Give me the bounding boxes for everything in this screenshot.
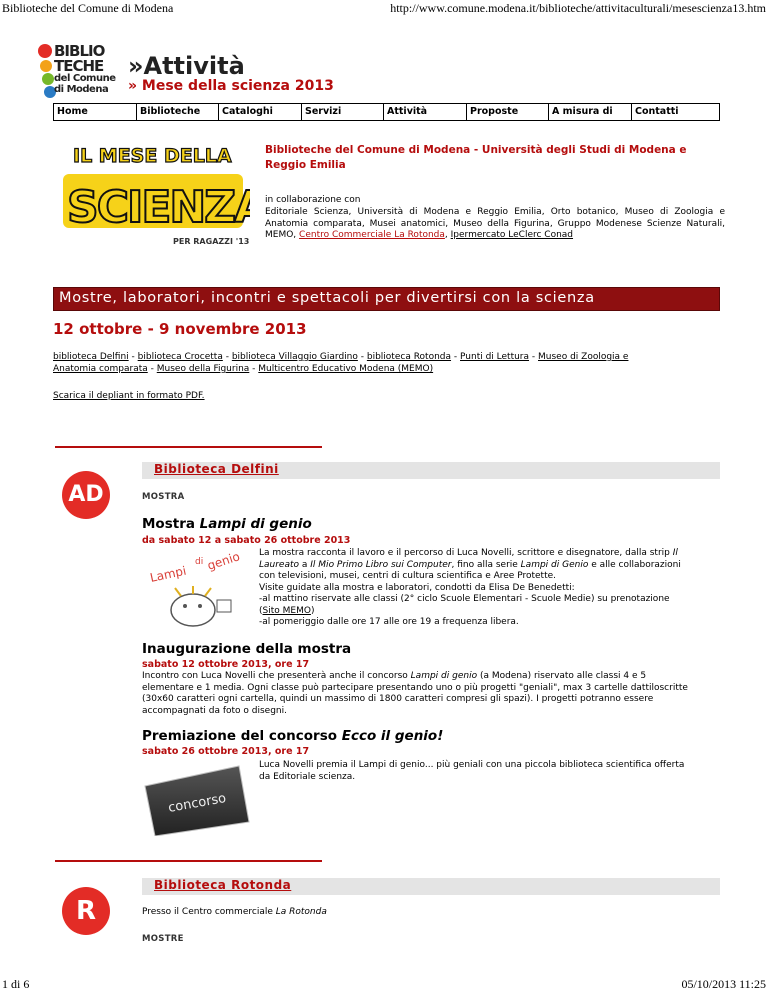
rotonda-location: Presso il Centro commerciale La Rotonda — [142, 907, 327, 917]
page-title: »Attività — [128, 52, 245, 80]
section-title[interactable]: Biblioteca Delfini — [154, 462, 279, 476]
section-rule — [55, 860, 322, 862]
svg-text:Lampi: Lampi — [148, 563, 188, 585]
poster-text: SCIENZA — [67, 182, 250, 233]
banner-text: Mostre, laboratori, incontri e spettacoli per divertirsi con la scienza — [59, 290, 595, 306]
link-punti-lettura[interactable]: Punti di Lettura — [460, 352, 530, 362]
section-rule — [55, 446, 322, 448]
library-links-2: Anatomia comparata - Museo della Figurina - Multicentro Educativo Modena (MEMO) — [53, 364, 434, 374]
intro-org: Biblioteche del Comune di Modena - Università degli Studi di Modena e Reggio Emilia — [265, 144, 687, 171]
nav-servizi[interactable]: Servizi — [302, 104, 384, 120]
intro-collab-text: Editoriale Scienza, Università di Modena e Reggio Emilia, Orto botanico, Museo di Zoologia e Anatomia comparata, Musei anatomici, Museo della Figurina, Gruppo Modenese Scienze Naturali, MEMO, — [265, 207, 725, 240]
section-header-delfini — [142, 462, 720, 479]
poster-text: PER RAGAZZI '13 — [173, 237, 250, 246]
section-label: MOSTRA — [142, 492, 185, 502]
logo-text: TECHE — [54, 57, 104, 75]
link-rotonda[interactable]: biblioteca Rotonda — [366, 352, 452, 362]
event-dates: 12 ottobre - 9 novembre 2013 — [53, 320, 307, 338]
browser-title: Biblioteche del Comune di Modena — [2, 1, 174, 15]
link-delfini[interactable]: biblioteca Delfini — [53, 352, 129, 362]
link-museo-zoologia[interactable]: Museo di Zoologia e — [538, 352, 629, 362]
link-villaggio-giardino[interactable]: biblioteca Villaggio Giardino — [231, 352, 358, 362]
delfini-badge-icon: AD — [62, 471, 110, 519]
page-subtitle: » Mese della scienza 2013 — [128, 78, 334, 94]
biblioteche-logo[interactable] — [38, 42, 128, 102]
intro-collab: Editoriale Scienza, Università di Modena e Reggio Emilia, Orto botanico, Museo di Zoologia e Anatomia comparata, Musei anatomici, Museo della Figurina, Gruppo Modenese Scienze Naturali, MEMO, Centro Commerciale La Rotonda, Ipermercato LeClerc Conad — [265, 207, 725, 240]
logo-text: BIBLIO — [54, 42, 105, 60]
event-title: Mostra Lampi di genio — [142, 516, 312, 532]
section-label: MOSTRE — [142, 934, 184, 944]
library-links: biblioteca Delfini - biblioteca Crocetta - biblioteca Villaggio Giardino - biblioteca Rotonda - Punti di Lettura - Museo di Zoologia e — [53, 352, 629, 362]
rotonda-badge-icon: R — [62, 887, 110, 935]
logo-text: di Modena — [54, 84, 109, 95]
event-date: sabato 26 ottobre 2013, ore 17 — [142, 746, 310, 757]
event-date: da sabato 12 a sabato 26 ottobre 2013 — [142, 535, 351, 546]
nav-home[interactable]: Home — [54, 104, 137, 120]
event-description: Luca Novelli premia il Lampi di genio... più geniali con una piccola biblioteca scientifica offerta da Editoriale scienza. — [259, 760, 685, 782]
svg-text:genio: genio — [205, 549, 242, 573]
nav-attivita[interactable]: Attività — [384, 104, 467, 120]
logo-text: del Comune — [54, 73, 116, 84]
svg-text:di: di — [195, 557, 204, 567]
nav-proposte[interactable]: Proposte — [467, 104, 549, 120]
pdf-link[interactable]: Scarica il depliant in formato PDF. — [53, 391, 205, 401]
link-centro-rotonda[interactable]: Centro Commerciale La Rotonda — [299, 230, 445, 240]
link-ipermercato[interactable]: Ipermercato LeClerc Conad — [450, 230, 574, 240]
poster-text: IL MESE DELLA — [73, 145, 232, 167]
main-nav — [53, 103, 720, 121]
browser-url: http://www.comune.modena.it/biblioteche/attivitaculturali/mesescienza13.htm — [390, 1, 766, 15]
logo-dot-red — [38, 44, 52, 58]
link-sito-memo[interactable]: Sito MEMO — [262, 605, 311, 616]
link-memo[interactable]: Multicentro Educativo Modena (MEMO) — [258, 364, 434, 374]
event-title: Inaugurazione della mostra — [142, 641, 352, 657]
nav-biblioteche[interactable]: Biblioteche — [137, 104, 219, 120]
print-datetime: 05/10/2013 11:25 — [681, 977, 766, 991]
nav-cataloghi[interactable]: Cataloghi — [219, 104, 302, 120]
section-banner — [53, 287, 720, 311]
event-description: Incontro con Luca Novelli che presenterà anche il concorso Lampi di genio (a Modena) riservato alle classi 4 e 5 elementare e 1 media. Ogni classe può partecipare presentando uno o più progetti "geniali", max 3 cartelle dattiloscritte (30x60 caratteri ogni cartella, quindi un massimo di 1800 caratteri compresi gli spazi). I progetti potranno essere accompagnati da foto o disegni. — [142, 671, 688, 716]
page-number: 1 di 6 — [2, 977, 30, 991]
nav-a-misura-di[interactable]: A misura di — [549, 104, 632, 120]
event-description: La mostra racconta il lavoro e il percorso di Luca Novelli, scrittore e disegnatore, dalla strip Il Laureato a Il Mio Primo Libro sui Computer, fino alla serie Lampi di Genio e alle collaborazioni con televisioni, musei, centri di cultura scientifica e Aree Protette. Visite guidate alla mostra e laboratori, condotti da Elisa De Benedetti: -al mattino riservate alle classi (2° ciclo Scuole Elementari - Scuole Medie) su prenotazione (Sito MEMO) -al pomeriggio dalle ore 17 alle ore 19 a frequenza libera. — [259, 548, 681, 627]
lampi-di-genio-image — [145, 548, 253, 634]
concorso-image — [143, 760, 251, 836]
nav-contatti[interactable]: Contatti — [635, 106, 679, 117]
link-crocetta[interactable]: biblioteca Crocetta — [137, 352, 223, 362]
section-header-rotonda — [142, 878, 720, 895]
link-museo-figurina[interactable]: Museo della Figurina — [156, 364, 250, 374]
logo-dot-green — [42, 73, 54, 85]
event-date: sabato 12 ottobre 2013, ore 17 — [142, 659, 310, 670]
section-title[interactable]: Biblioteca Rotonda — [154, 878, 292, 892]
event-title: Premiazione del concorso Ecco il genio! — [142, 728, 444, 744]
intro-collab-label: in collaborazione con — [265, 195, 361, 205]
mese-scienza-poster — [55, 140, 250, 252]
link-anatomia[interactable]: Anatomia comparata — [53, 364, 148, 374]
logo-dot-orange — [40, 60, 52, 72]
svg-text:concorso: concorso — [167, 791, 228, 816]
